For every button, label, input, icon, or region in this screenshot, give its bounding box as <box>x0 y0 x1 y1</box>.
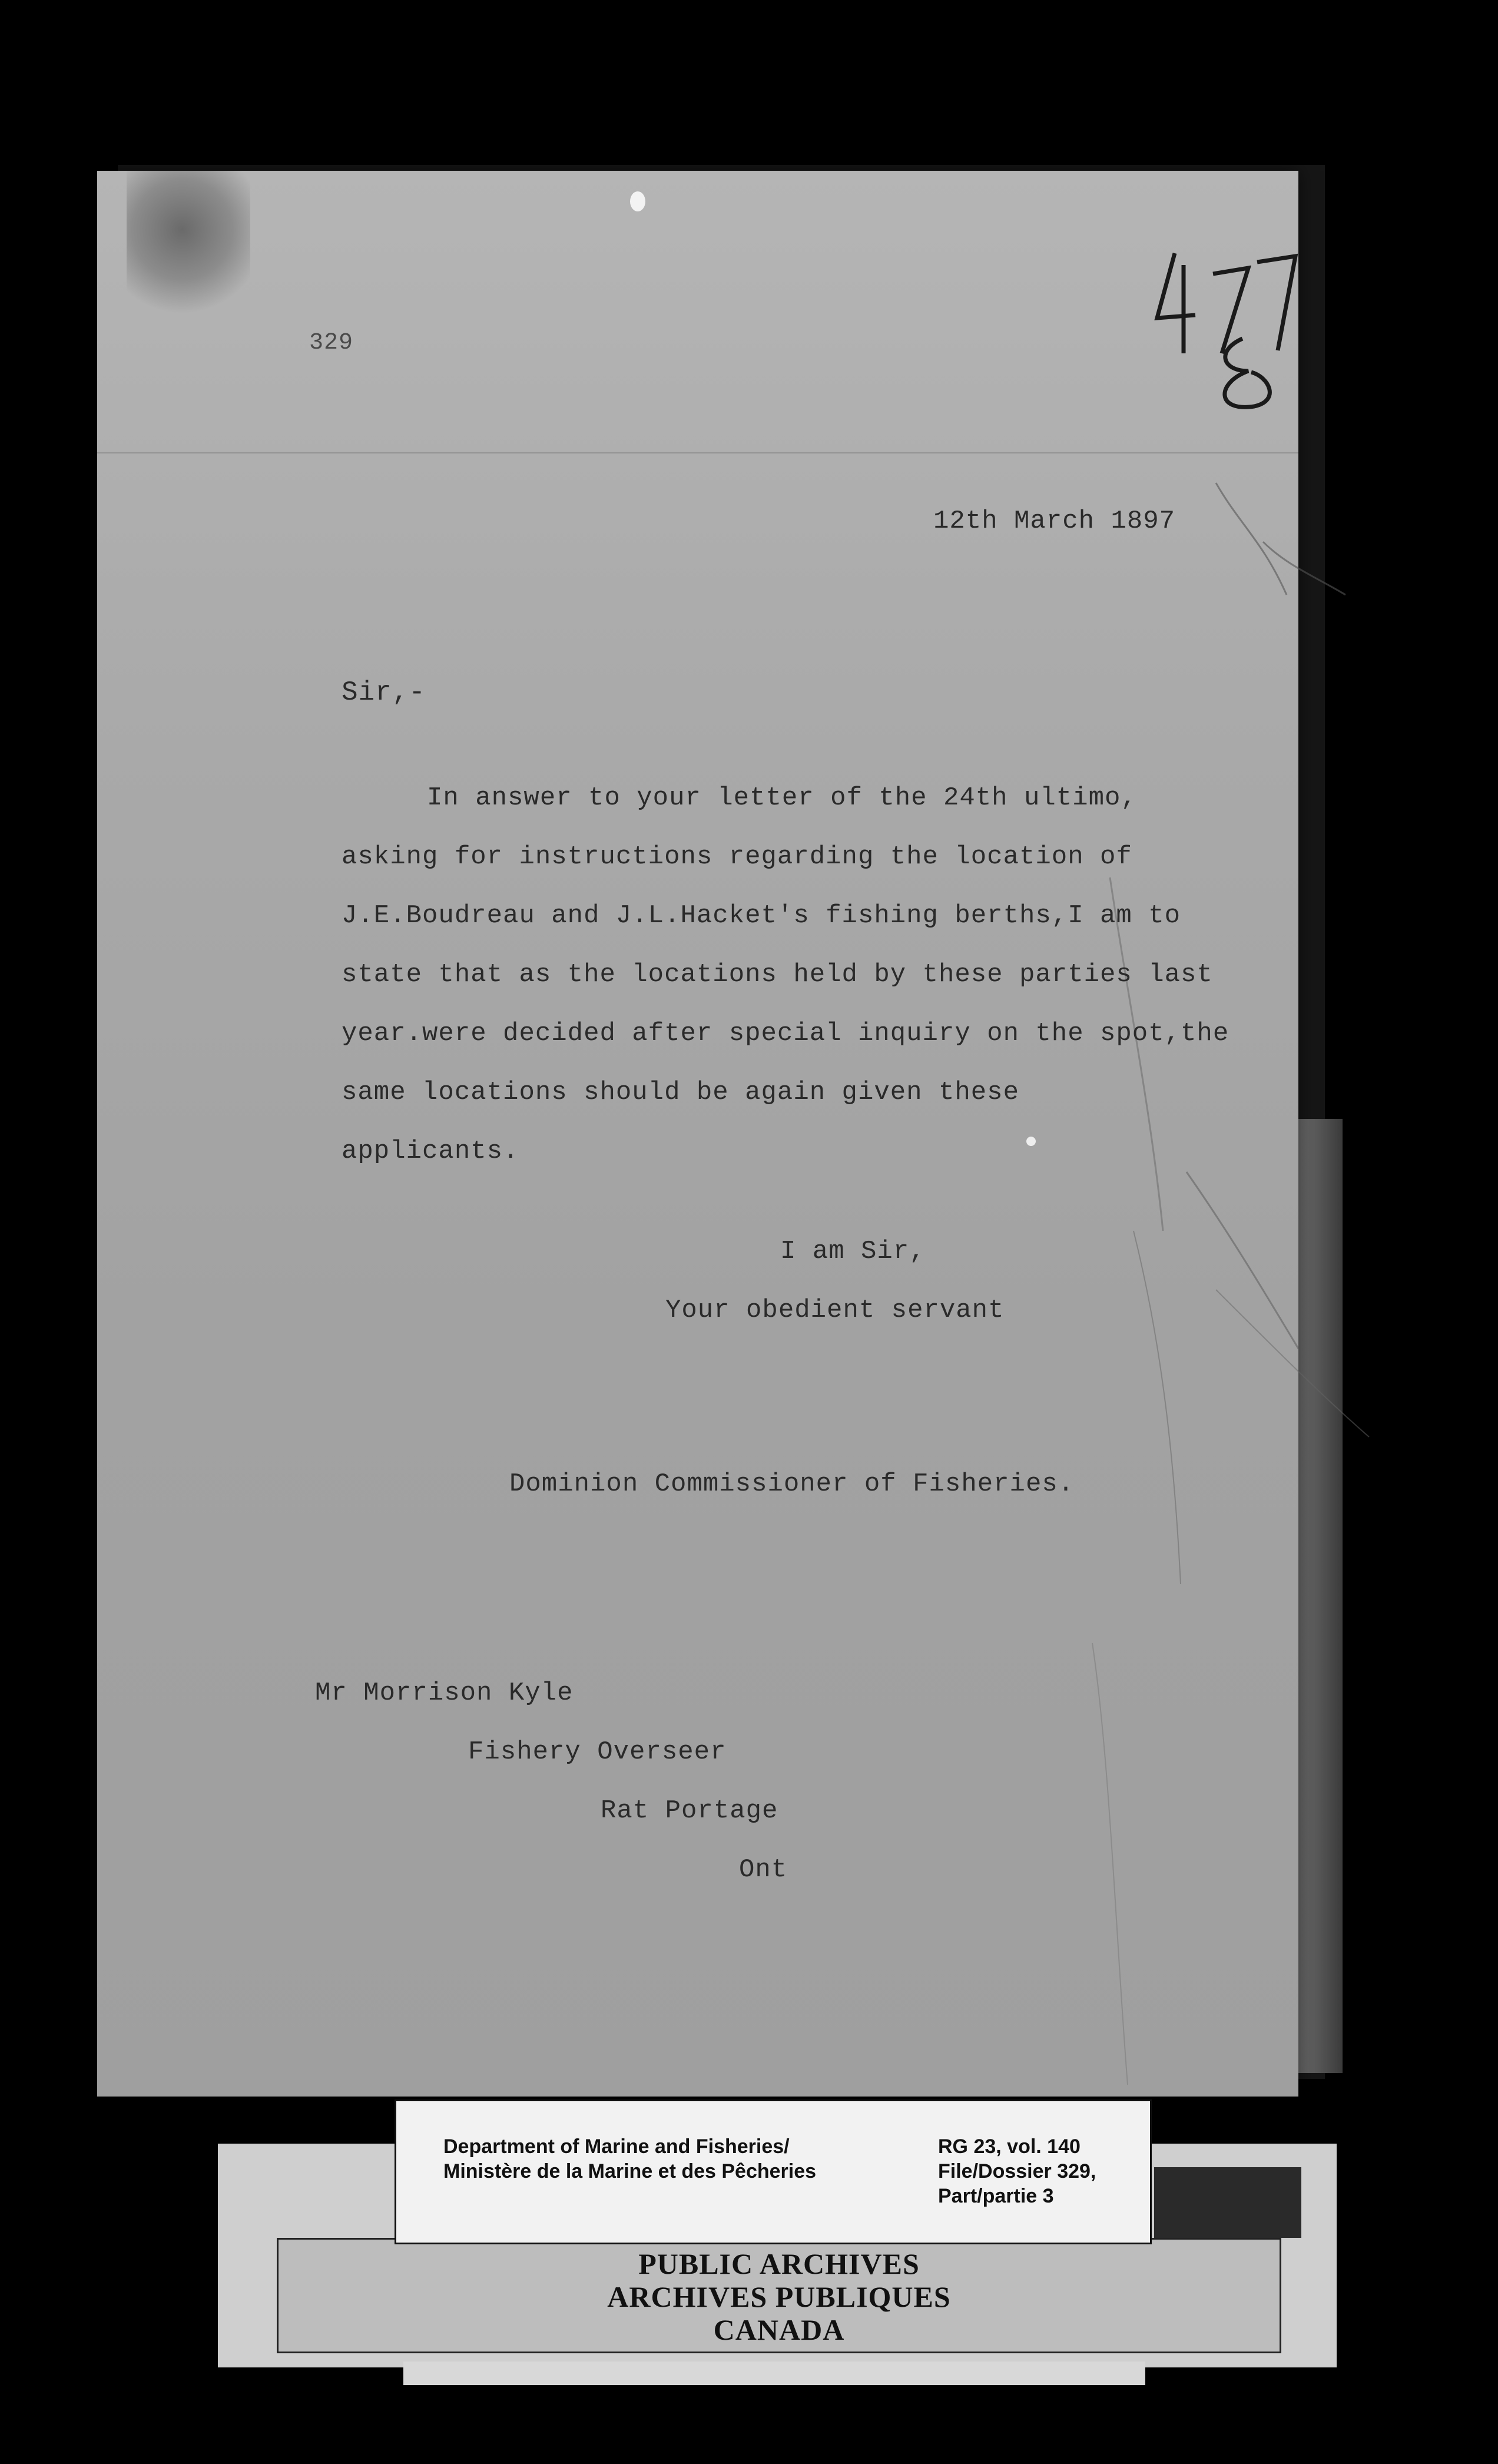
address-line: Rat Portage <box>601 1796 778 1826</box>
archive-stamp <box>277 2238 1281 2353</box>
address-line: Mr Morrison Kyle <box>315 1678 574 1708</box>
label-shadow <box>1154 2167 1301 2238</box>
hole-mark <box>630 191 645 211</box>
body-line: In answer to your letter of the 24th ultimo, <box>427 783 1137 813</box>
body-line: same locations should be again given these <box>342 1078 1019 1107</box>
letter-sheet <box>97 171 1298 2097</box>
body-line: asking for instructions regarding the location of <box>342 842 1132 872</box>
archive-reference-label <box>395 2099 1152 2244</box>
corner-smudge <box>127 171 250 318</box>
stamp-line: CANADA <box>713 2313 845 2346</box>
part-ref: Part/partie 3 <box>938 2185 1054 2207</box>
address-line: Ont <box>739 1855 788 1885</box>
body-line: applicants. <box>342 1137 519 1166</box>
stamp-line: ARCHIVES PUBLIQUES <box>607 2280 951 2313</box>
pencil-scribble-marks <box>1039 347 1404 2114</box>
salutation: Sir,- <box>342 677 426 708</box>
closing-line: Your obedient servant <box>665 1296 1005 1325</box>
closing-line: I am Sir, <box>780 1237 926 1266</box>
body-line: state that as the locations held by these parties last <box>342 960 1213 989</box>
body-line: year.were decided after special inquiry on the spot,the <box>342 1019 1229 1048</box>
file-ref: File/Dossier 329, <box>938 2160 1096 2183</box>
hole-mark <box>1026 1137 1036 1146</box>
address-line: Fishery Overseer <box>468 1737 727 1767</box>
stamp-line: PUBLIC ARCHIVES <box>638 2247 920 2280</box>
signature-title: Dominion Commissioner of Fisheries. <box>509 1469 1075 1499</box>
department-name-en: Department of Marine and Fisheries/ <box>443 2135 790 2158</box>
bottom-paper-strip <box>403 2362 1145 2385</box>
body-line: J.E.Boudreau and J.L.Hacket's fishing berths,I am to <box>342 901 1181 930</box>
folio-number: 329 <box>309 330 354 356</box>
department-name-fr: Ministère de la Marine et des Pêcheries <box>443 2160 817 2183</box>
record-group-ref: RG 23, vol. 140 <box>938 2135 1081 2158</box>
letter-date: 12th March 1897 <box>933 506 1176 536</box>
